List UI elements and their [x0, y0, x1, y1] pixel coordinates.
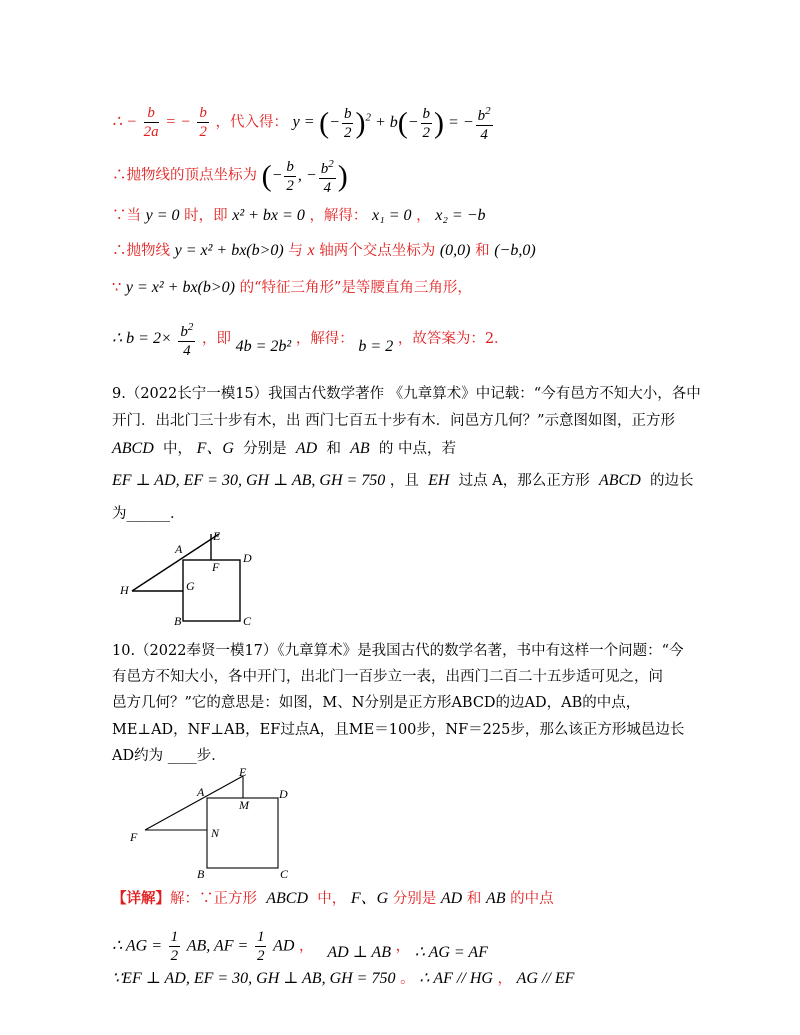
q9-label-d: D: [243, 551, 252, 565]
q10-label-a: A: [197, 785, 205, 799]
solution-line-1: ∴ − $\frac{b}{2a}$ = − $\frac{b}{2}$ ，代入得： y = (− $\frac{b}{2}$ )$^2$ + b(− $\frac{b}{2}$ ) = − $\frac{b^2}{4}$: [112, 102, 495, 144]
solution-line-3: ∵当 y = 0 时，即 x² + bx = 0 ，解得： x₁ = 0 ， x₂ = −b: [112, 207, 486, 224]
detail-line-3: ∵EF ⊥ AD, EF = 30, GH ⊥ AB, GH = 750 。 ∴ AF // HG ， AG // EF: [112, 970, 575, 987]
detail-line-1: 【详解】解：∵正方形 ABCD 中， F、G 分别是 AD 和 AB 的中点: [112, 890, 554, 907]
q10-label-m: M: [239, 798, 249, 812]
q9-line-5: 为______．: [112, 506, 185, 522]
q9-line-2: 开门．出北门三十步有木，出 西门七百五十步有木．问邑方几何？”示意图如图，正方形: [112, 413, 676, 429]
q10-line-1: 10.（2022奉贤一模17）《九章算术》是我国古代的数学名著，书中有这样一个问题：“今: [112, 643, 684, 659]
q10-label-d: D: [279, 787, 288, 801]
q9-label-h: H: [120, 583, 129, 597]
solution-line-6: ∴ b = 2× $\frac{b^2}{4}$ ，即 4b = 2b² ，解得： b = 2 ，故答案为：2．: [112, 318, 509, 360]
q10-line-fe: [145, 776, 243, 830]
q9-line-1: 9.（2022长宁一模15）我国古代数学著作 《九章算术》中记载：“今有邑方不知大小，各中: [112, 386, 701, 402]
q10-label-b: B: [197, 867, 205, 881]
q10-line-4: ME⊥AD，NF⊥AB，EF过点A，且ME＝100步，NF＝225步，那么该正方形城邑边长: [112, 722, 685, 738]
q9-label-c: C: [243, 614, 252, 628]
q9-line-3: ABCD 中， F、G 分别是 AD 和 AB 的 中点，若: [112, 440, 457, 457]
solution-line-5: ∵ y = x² + bx(b>0) 的“特征三角形”是等腰直角三角形，: [112, 279, 472, 296]
detail-line-2: ∴ AG = $\frac{1}{2}$ AB, AF = $\frac{1}{2}$ AD ， AD ⊥ AB ， ∴ AG = AF: [112, 929, 488, 964]
q9-label-a: A: [175, 542, 183, 556]
q10-label-c: C: [280, 867, 289, 881]
q9-line-4: EF ⊥ AD, EF = 30, GH ⊥ AB, GH = 750 ，且 EH 过点 A，那么正方形 ABCD 的边长: [112, 472, 694, 489]
q9-label-e: E: [213, 529, 221, 543]
solution-line-4: ∴抛物线 y = x² + bx(b>0) 与 x 轴两个交点坐标为 (0,0) 和 (−b,0): [112, 242, 536, 259]
solution-line-2: ∴抛物线的顶点坐标为 (− $\frac{b}{2}$ , − $\frac{b^2}{4}$ ): [112, 155, 348, 197]
q10-line-3: 邑方几何？”它的意思是：如图，M、N分别是正方形ABCD的边AD，AB的中点，: [112, 695, 641, 711]
q10-label-e: E: [239, 768, 247, 779]
q10-label-f: F: [130, 830, 138, 844]
q10-figure: [112, 768, 302, 883]
q9-label-b: B: [174, 614, 182, 628]
q10-line-2: 有邑方不知大小，各中开门，出北门一百步立一表，出西门二百二十五步适可见之，问: [112, 669, 663, 685]
q9-figure: [112, 528, 272, 628]
q9-label-g: G: [186, 579, 195, 593]
q9-label-f: F: [212, 560, 220, 574]
q10-label-n: N: [211, 826, 220, 840]
q10-line-5: AD约为 ____步．: [112, 748, 226, 764]
